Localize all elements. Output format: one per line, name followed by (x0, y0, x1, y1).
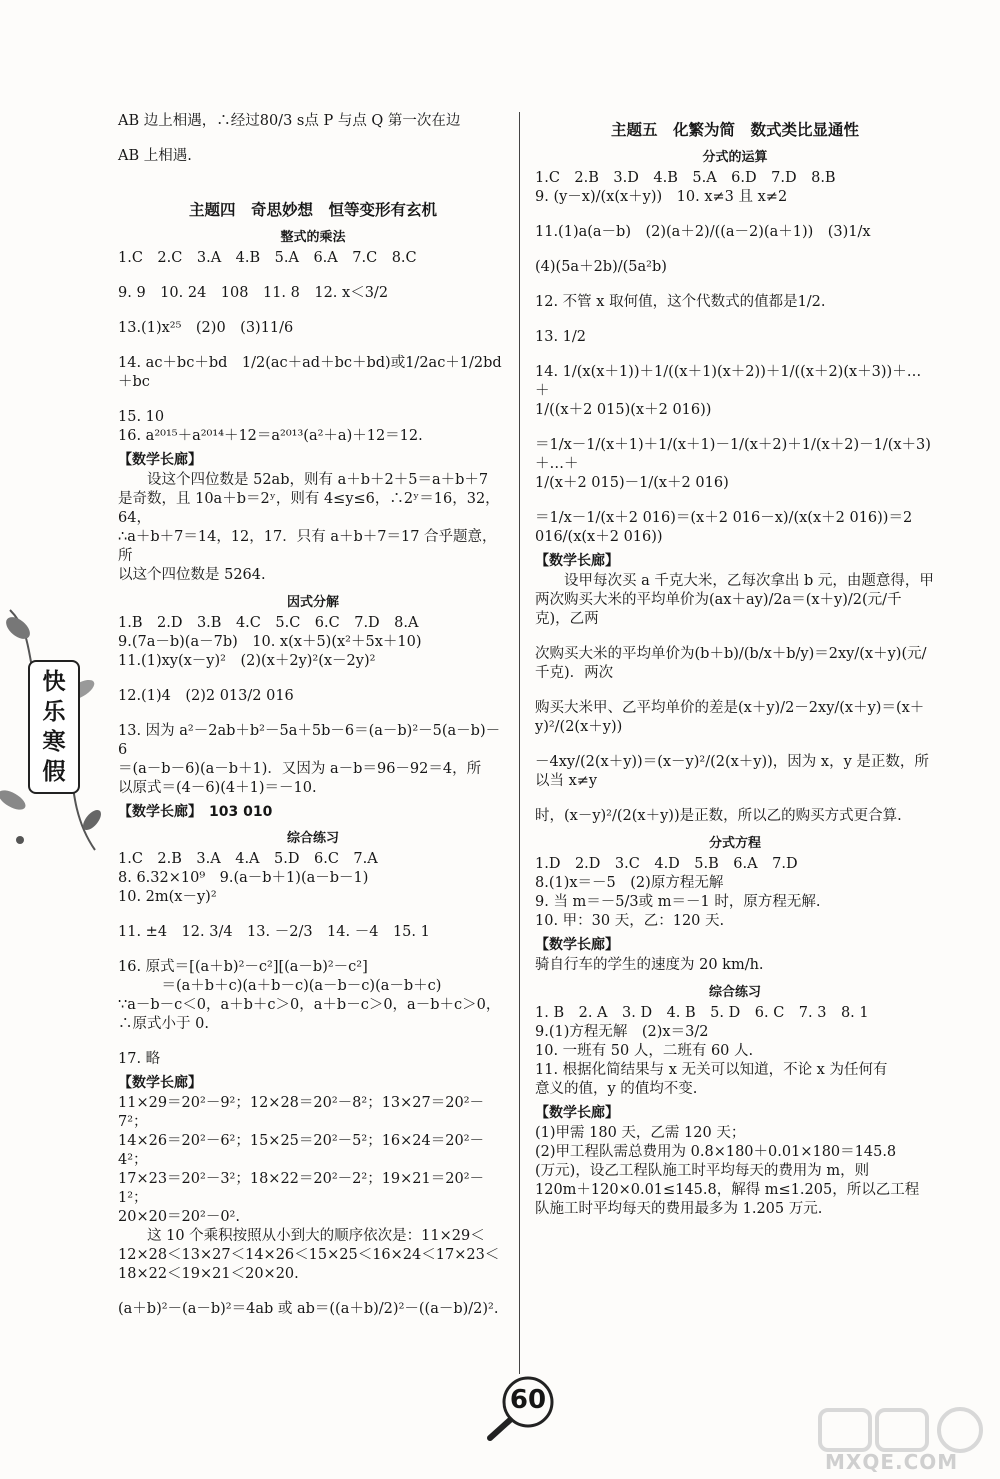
answer-line: 11.(1)xy(x－y)² (2)(x＋2y)²(x－2y)² (118, 653, 376, 669)
answer-line: 意义的值，y 的值均不变. (535, 1081, 698, 1097)
answer-line: ∵a－b－c＜0，a＋b＋c＞0，a＋b－c＞0，a－b＋c＞0， (118, 997, 501, 1013)
spacer (118, 1284, 508, 1300)
answer-line: 骑自行车的学生的速度为 20 km/h. (535, 957, 764, 973)
answer-line: ∴a＋b＋7＝14，12，17．只有 a＋b＋7＝17 合乎题意，所 (118, 529, 497, 564)
spacer (118, 338, 508, 354)
spacer (118, 671, 508, 687)
answer-line: 17. 略 (118, 1051, 161, 1067)
answer-line: ＝(a＋b＋c)(a＋b－c)(a－b－c)(a－b＋c) (147, 978, 442, 994)
spacer (535, 207, 935, 223)
answer-line: 14×26＝20²－6²；15×25＝20²－5²；16×24＝20²－4²； (118, 1133, 485, 1168)
answer-line: 18×22＜19×21＜20×20. (118, 1266, 299, 1282)
answer-line: 14. 1/(x(x＋1))＋1/((x＋1)(x＋2))＋1/((x＋2)(x＋3))＋…＋ (535, 364, 922, 399)
answer-line: 11.(1)a(a－b) (2)(a＋2)/((a－2)(a＋1)) (3)1/x (535, 224, 871, 240)
spacer (118, 907, 508, 923)
answer-line: 11×29＝20²－9²；12×28＝20²－8²；13×27＝20²－7²； (118, 1095, 485, 1130)
subsection-title: 综合练习 (286, 831, 339, 846)
answer-line: 120m＋120×0.01≤145.8，解得 m≤1.205，所以乙工程 (535, 1182, 920, 1198)
answer-line: 1/((x＋2 015)(x＋2 016)) (535, 402, 712, 418)
answer-line: 1. B 2. A 3. D 4. B 5. D 6. C 7. 3 8. 1 (535, 1005, 869, 1021)
spacer (535, 493, 935, 509)
answer-line: 10. 一班有 50 人，二班有 60 人. (535, 1043, 754, 1059)
spacer (535, 683, 935, 699)
answer-line: AB 上相遇. (118, 148, 192, 164)
section-title: 主题五 化繁为简 数式类比显通性 (610, 121, 859, 139)
left-column (118, 112, 508, 1319)
section-tag: 【数学长廊】 103 010 (118, 804, 273, 820)
answer-line: －4xy/(2(x＋y))＝(x－y)²/(2(x＋y))，因为 x，y 是正数，所以当 x≠y (535, 754, 929, 789)
spacer (535, 737, 935, 753)
answer-line: AB 边上相遇，∴经过80/3 s点 P 与点 Q 第一次在边 (118, 113, 461, 129)
answer-line: 以这个四位数是 5264. (118, 567, 266, 583)
subsection-title: 整式的乘法 (280, 230, 346, 245)
answer-line: 9. (y－x)/(x(x＋y)) 10. x≠3 且 x≠2 (535, 189, 788, 205)
spacer (118, 268, 508, 284)
spacer (118, 942, 508, 958)
answer-line: 次购买大米的平均单价为(b＋b)/(b/x＋b/y)＝2xy/(x＋y)(元/千克)．两次 (535, 646, 927, 681)
answer-line: 14. ac＋bc＋bd 1/2(ac＋ad＋bc＋bd)或1/2ac＋1/2bd＋bc (118, 355, 502, 390)
answer-line: 两次购买大米的平均单价为(ax＋ay)/2a＝(x＋y)/2(元/千克)，乙两 (535, 592, 902, 627)
answer-line: (万元)，设乙工程队施工时平均每天的费用为 m，则 (535, 1163, 870, 1179)
answer-line: 13. 1/2 (535, 329, 587, 345)
answer-line: 1.C 2.B 3.A 4.A 5.D 6.C 7.A (118, 851, 378, 867)
spacer (118, 392, 508, 408)
answer-line: ∴原式小于 0. (118, 1016, 209, 1032)
answer-line: 13. 因为 a²－2ab＋b²－5a＋5b－6＝(a－b)²－5(a－b)－6 (118, 723, 501, 758)
answer-line: 9.(7a－b)(a－7b) 10. x(x＋5)(x²＋5x＋10) (118, 634, 422, 650)
answer-line: 1.C 2.B 3.D 4.B 5.A 6.D 7.D 8.B (535, 170, 836, 186)
section-tag: 【数学长廊】 (118, 1075, 202, 1091)
answer-line: 12.(1)4 (2)2 013/2 016 (118, 688, 294, 704)
subsection-title: 综合练习 (708, 985, 761, 1000)
answer-line: 设甲每次买 a 千克大米，乙每次拿出 b 元，由题意得，甲 (564, 573, 934, 589)
answer-line: 10. 2m(x－y)² (118, 889, 217, 905)
answer-line: 1.B 2.D 3.B 4.C 5.C 6.C 7.D 8.A (118, 615, 419, 631)
answer-line: 1.D 2.D 3.C 4.D 5.B 6.A 7.D (535, 856, 798, 872)
spacer (118, 1034, 508, 1050)
answer-line: 16. 原式＝[(a＋b)²－c²][(a－b)²－c²] (118, 959, 368, 975)
section-tag: 【数学长廊】 (535, 937, 619, 953)
spacer (535, 277, 935, 293)
spacer (118, 131, 508, 147)
spacer (535, 312, 935, 328)
answer-line: 这 10 个乘积按照从小到大的顺序依次是：11×29＜ (147, 1228, 485, 1244)
answer-line: 时，(x－y)²/(2(x＋y))是正数，所以乙的购买方式更合算. (535, 808, 902, 824)
answer-line: 12. 不管 x 取何值，这个代数式的值都是1/2. (535, 294, 826, 310)
answer-line: 12×28＜13×27＜14×26＜15×25＜16×24＜17×23＜ (118, 1247, 500, 1263)
answer-line: 8.(1)x＝－5 (2)原方程无解 (535, 875, 724, 891)
side-char: 快 (42, 669, 66, 695)
side-char: 寒 (42, 729, 66, 755)
section-tag: 【数学长廊】 (535, 1105, 619, 1121)
spacer (118, 303, 508, 319)
section-tag: 【数学长廊】 (535, 553, 619, 569)
answer-line: 购买大米甲、乙平均单价的差是(x＋y)/2－2xy/(x＋y)＝(x＋y)²/(2(x＋y)) (535, 700, 925, 735)
subsection-title: 分式方程 (708, 836, 761, 851)
answer-line: (4)(5a＋2b)/(5a²b) (535, 259, 667, 275)
answer-line: 20×20＝20²－0². (118, 1209, 240, 1225)
answer-line: ＝1/x－1/(x＋2 016)＝(x＋2 016－x)/(x(x＋2 016))＝2 016/(x(x＋2 016)) (535, 510, 917, 545)
answer-line: 是奇数，且 10a＋b＝2ʸ，则有 4≤y≤6，∴2ʸ＝16，32，64， (118, 491, 500, 526)
answer-line: 11. 根据化简结果与 x 无关可以知道，不论 x 为任何有 (535, 1062, 888, 1078)
answer-line: 16. a²⁰¹⁵＋a²⁰¹⁴＋12＝a²⁰¹³(a²＋a)＋12＝12. (118, 428, 423, 444)
spacer (118, 166, 508, 192)
spacer (535, 242, 935, 258)
column-divider (519, 112, 520, 1374)
answer-line: 8. 6.32×10⁹ 9.(a－b＋1)(a－b－1) (118, 870, 369, 886)
answer-line: ＝1/x－1/(x＋1)＋1/(x＋1)－1/(x＋2)＋1/(x＋2)－1/(x＋3)＋…＋ (535, 437, 931, 472)
answer-line: (a＋b)²－(a－b)²＝4ab 或 ab＝((a＋b)/2)²－((a－b)/2)². (118, 1301, 499, 1317)
answer-line: 9.(1)方程无解 (2)x＝3/2 (535, 1024, 709, 1040)
section-tag: 【数学长廊】 (118, 452, 202, 468)
answer-line: 设这个四位数是 52ab，则有 a＋b＋2＋5＝a＋b＋7 (147, 472, 489, 488)
answer-line: 13.(1)x²⁵ (2)0 (3)11/6 (118, 320, 294, 336)
spacer (535, 420, 935, 436)
side-char: 乐 (42, 699, 66, 725)
answer-line: 11. ±4 12. 3/4 13. －2/3 14. －4 15. 1 (118, 924, 430, 940)
spacer (535, 791, 935, 807)
subsection-title: 因式分解 (286, 595, 339, 610)
spacer (535, 347, 935, 363)
watermark-text: MXQE.COM (825, 1450, 959, 1474)
answer-line: 队施工时平均每天的费用最多为 1.205 万元. (535, 1201, 823, 1217)
page-number: 60 (509, 1385, 547, 1415)
answer-line: 以原式＝(4－6)(4＋1)＝－10. (118, 780, 317, 796)
spacer (535, 629, 935, 645)
subsection-title: 分式的运算 (702, 150, 768, 165)
spacer (118, 706, 508, 722)
answer-line: 1.C 2.C 3.A 4.B 5.A 6.A 7.C 8.C (118, 250, 417, 266)
answer-line: 9. 当 m＝－5/3或 m＝－1 时，原方程无解. (535, 894, 821, 910)
answer-line: 9. 9 10. 24 108 11. 8 12. x＜3/2 (118, 285, 389, 301)
answer-line: ＝(a－b－6)(a－b＋1)．又因为 a－b＝96－92＝4，所 (118, 761, 482, 777)
section-title: 主题四 奇思妙想 恒等变形有玄机 (188, 201, 437, 219)
answer-line: (2)甲工程队需总费用为 0.8×180＋0.01×180＝145.8 (535, 1144, 897, 1160)
answer-line: 10. 甲：30 天，乙：120 天. (535, 913, 725, 929)
answer-line: (1)甲需 180 天，乙需 120 天； (535, 1125, 746, 1141)
side-char: 假 (42, 759, 66, 785)
right-column (535, 112, 935, 1219)
answer-line: 17×23＝20²－3²；18×22＝20²－2²；19×21＝20²－1²； (118, 1171, 485, 1206)
answer-line: 15. 10 (118, 409, 165, 425)
answer-line: 1/(x＋2 015)－1/(x＋2 016) (535, 475, 729, 491)
side-label (28, 660, 80, 794)
